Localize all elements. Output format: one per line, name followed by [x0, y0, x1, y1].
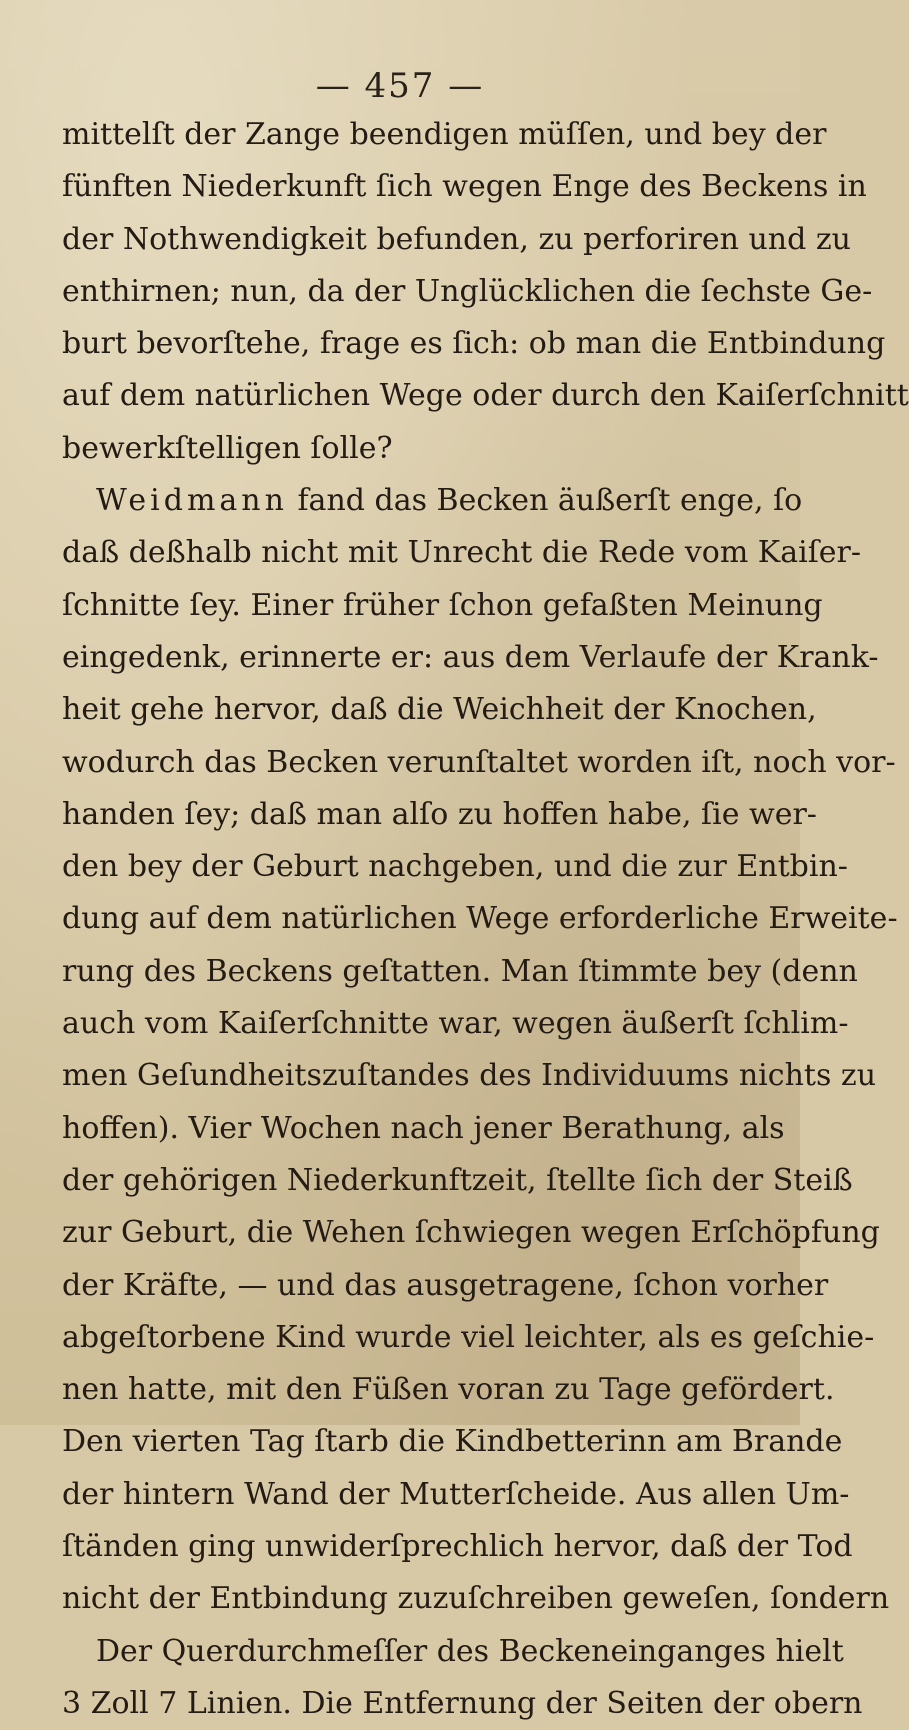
text-line: Der Querdurchmeſſer des Beckeneinganges hielt: [96, 1633, 844, 1669]
text-line: bewerkſtelligen ſolle?: [62, 430, 393, 466]
text-line: zur Geburt, die Wehen ſchwiegen wegen Erſchöpfung: [62, 1215, 880, 1251]
text-line: der hintern Wand der Mutterſcheide. Aus allen Um-: [62, 1476, 850, 1512]
text-line: den bey der Geburt nachgeben, und die zur Entbin-: [62, 849, 848, 885]
text-line: mittelſt der Zange beendigen müſſen, und bey der: [62, 117, 827, 152]
text-line: der Kräfte, — und das ausgetragene, ſchon vorher: [62, 1267, 829, 1303]
text-line: enthirnen; nun, da der Unglücklichen die ſechste Ge-: [62, 273, 873, 309]
text-line: nicht der Entbindung zuzuſchreiben geweſen, ſondern: [62, 1581, 890, 1617]
text-line: auch vom Kaiſerſchnitte war, wegen äußerſt ſchlim-: [62, 1006, 849, 1042]
text-line: hoffen). Vier Wochen nach jener Berathung, als: [62, 1110, 785, 1146]
spaced-name: Weidmann: [96, 483, 288, 519]
text-line: heit gehe hervor, daß die Weichheit der Knochen,: [62, 692, 817, 728]
paragraph-2: [62, 475, 898, 1626]
text-line: der gehörigen Niederkunftzeit, ſtellte ſich der Steiß: [62, 1162, 853, 1198]
text-line: wodurch das Becken verunſtaltet worden iſt, noch vor-: [62, 744, 896, 780]
text-line: Den vierten Tag ſtarb die Kindbetterinn am Brande: [62, 1424, 843, 1460]
text-line: der Nothwendigkeit befunden, zu perforiren und zu: [62, 221, 851, 257]
paragraph-1: [62, 109, 909, 475]
text-line: nen hatte, mit den Füßen voran zu Tage gefördert.: [62, 1372, 835, 1408]
text-line: 3 Zoll 7 Linien. Die Entfernung der Seiten der obern: [62, 1685, 863, 1721]
text-line: handen ſey; daß man alſo zu hoffen habe, ſie wer-: [62, 796, 817, 832]
text-line: dung auf dem natürlichen Wege erforderliche Erweite-: [62, 901, 898, 937]
text-line: rung des Beckens geſtatten. Man ſtimmte bey (denn: [62, 953, 858, 989]
body-text: [62, 109, 909, 1730]
text-line: ſchnitte ſey. Einer früher ſchon gefaßten Meinung: [62, 587, 823, 623]
paragraph-3: [62, 1626, 863, 1730]
text-line: [62, 475, 803, 527]
text-line: eingedenk, erinnerte er: aus dem Verlaufe der Krank-: [62, 639, 879, 675]
text-line: fünften Niederkunft ſich wegen Enge des Beckens in: [62, 169, 867, 205]
page-number: — 457 —: [315, 66, 485, 106]
text-line: auf dem natürlichen Wege oder durch den Kaiſerſchnitt: [62, 378, 909, 414]
text-line: men Geſundheitszuſtandes des Individuums nichts zu: [62, 1058, 877, 1094]
text-line: burt bevorſtehe, frage es ſich: ob man die Entbindung: [62, 326, 886, 362]
text-line: daß deßhalb nicht mit Unrecht die Rede vom Kaiſer-: [62, 535, 862, 571]
line-rest: fand das Becken äußerſt enge, ſo: [287, 483, 803, 519]
text-line: abgeſtorbene Kind wurde viel leichter, als es geſchie-: [62, 1319, 875, 1355]
text-line: ſtänden ging unwiderſprechlich hervor, daß der Tod: [62, 1529, 853, 1565]
